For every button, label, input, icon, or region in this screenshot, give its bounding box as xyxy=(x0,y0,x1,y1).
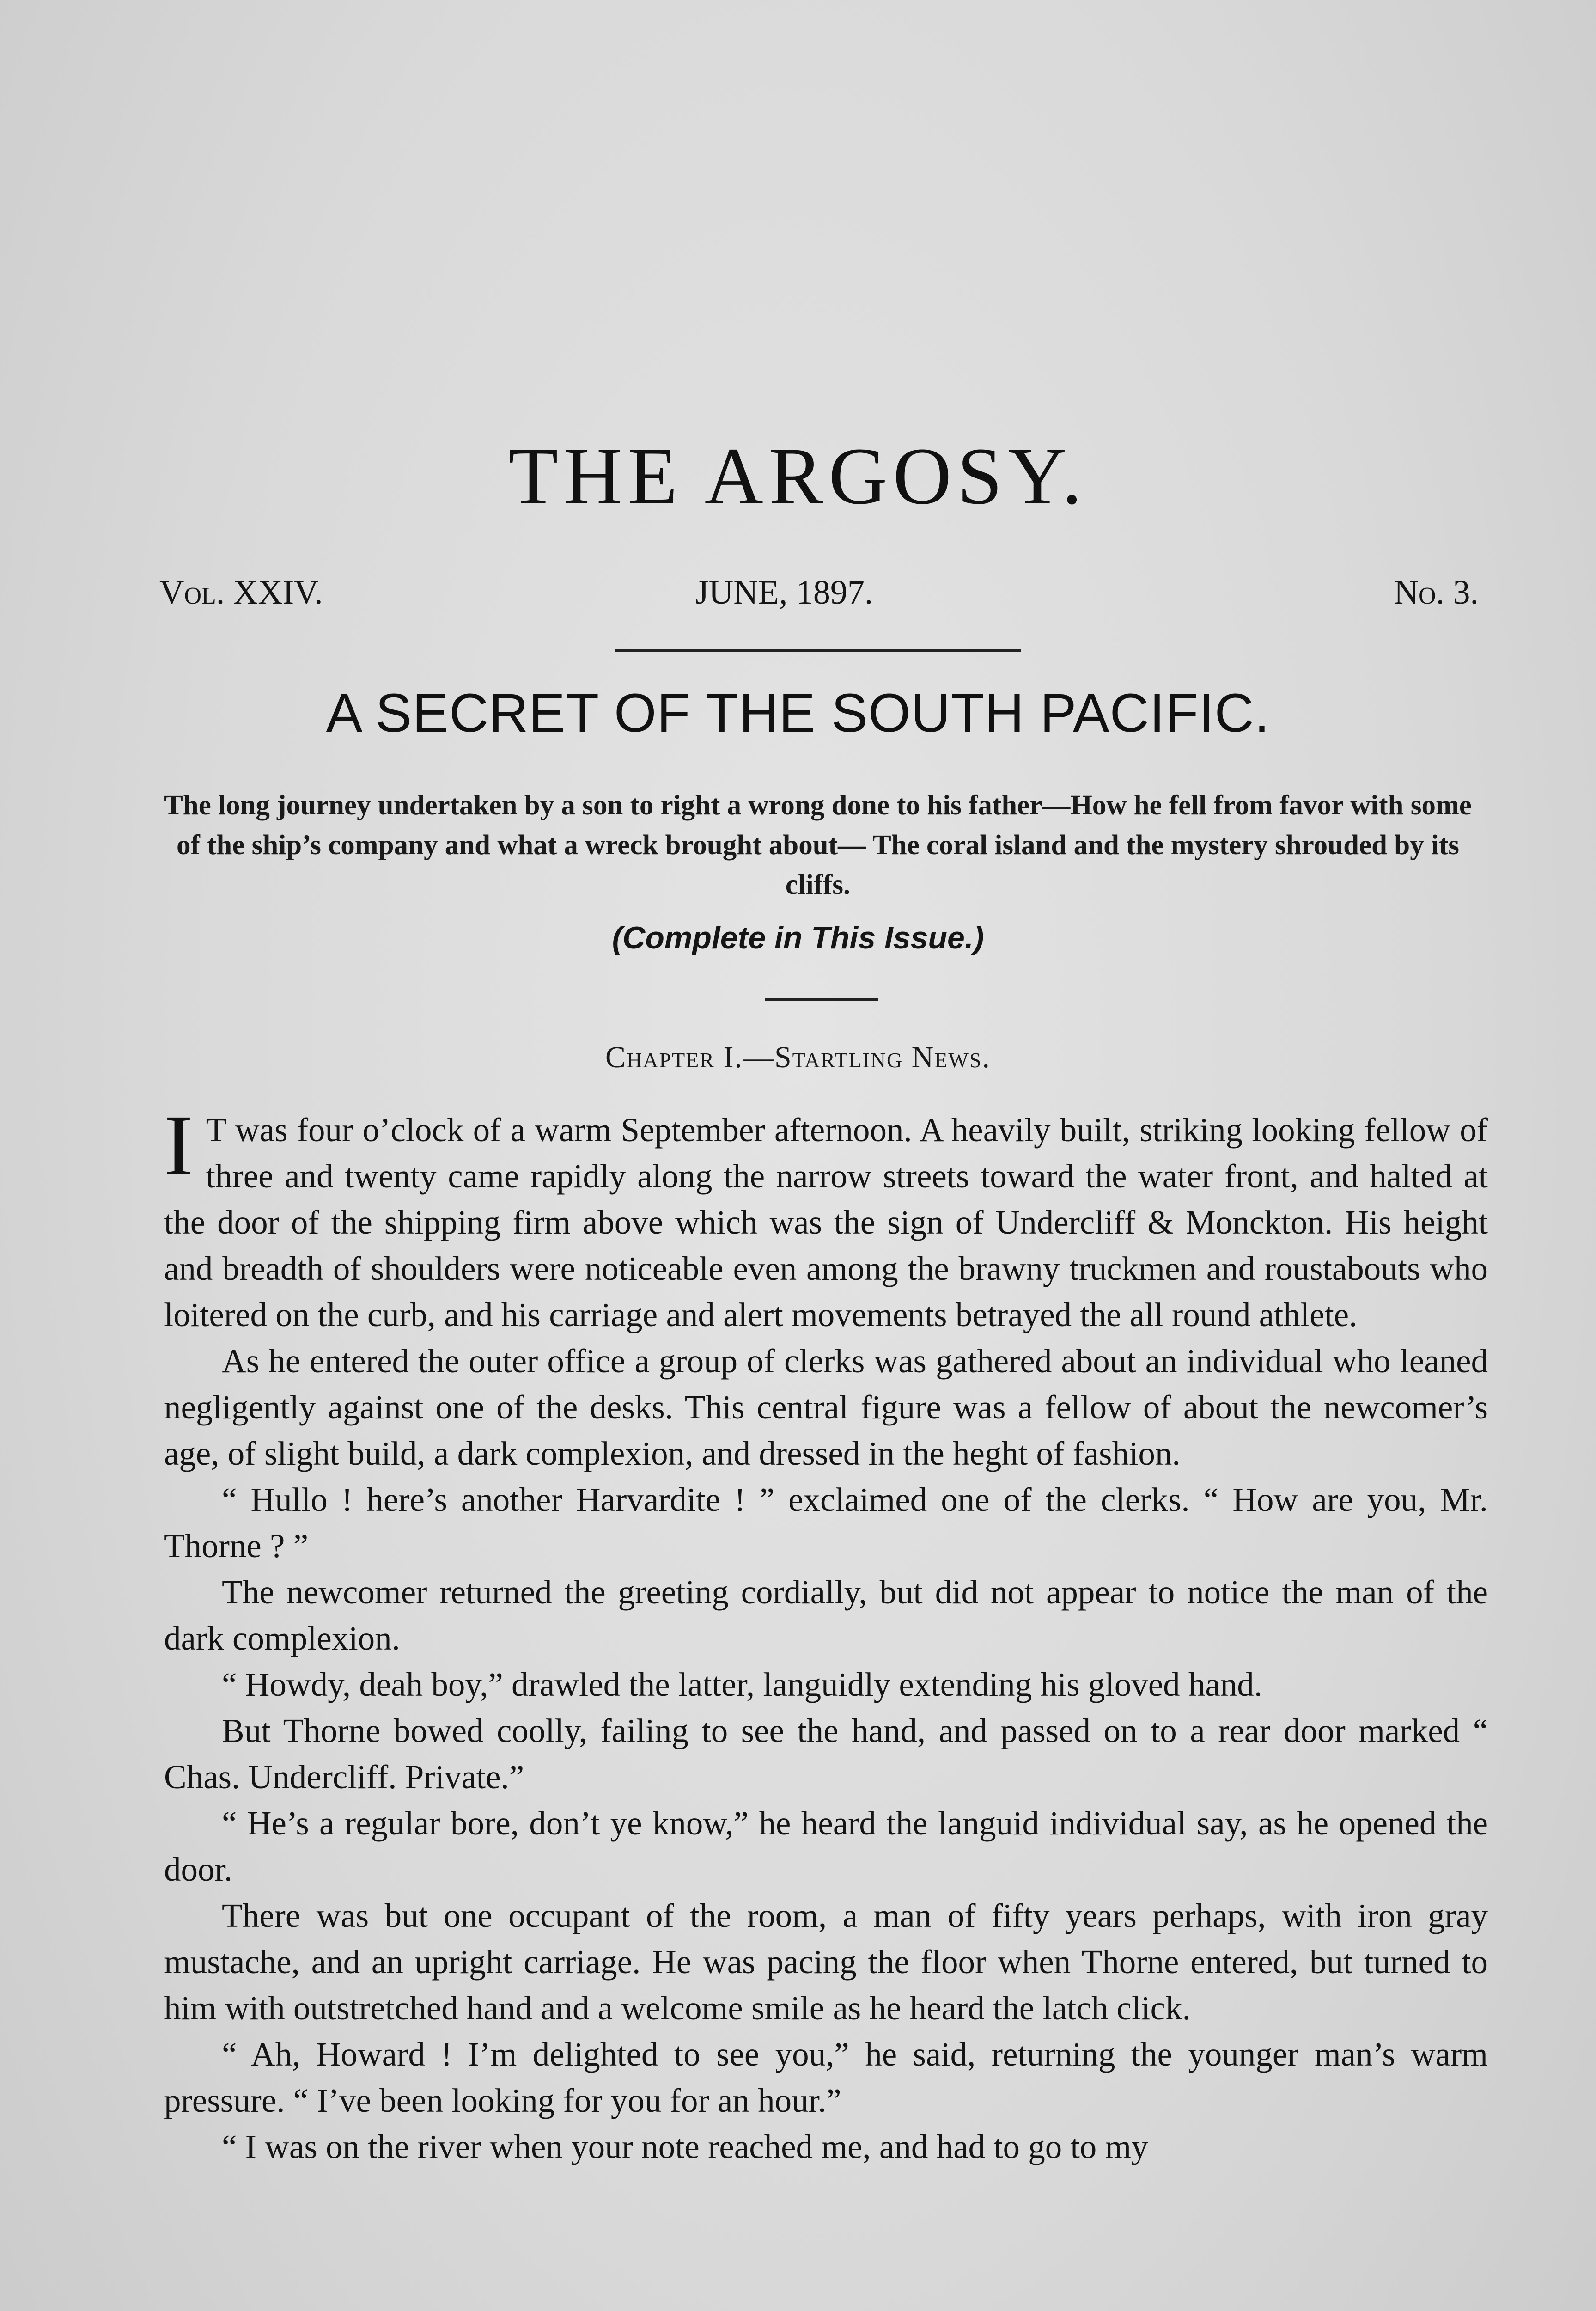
divider-rule xyxy=(615,649,1021,652)
issue-number: No. 3. xyxy=(1394,574,1479,611)
short-divider-rule xyxy=(765,998,878,1001)
paragraph: There was but one occupant of the room, a man of fifty years perhaps, with iron gray mustache, and an upright carriage. He was pacing the floor when Thorne entered, but turned to him with outstretched hand and a welcome smile as he heard the latch click. xyxy=(164,1897,1488,2027)
paragraph: “ Ah, Howard ! I’m delighted to see you,” he said, returning the younger man’s warm pressure. “ I’ve been looking for you for an hour.” xyxy=(164,2036,1488,2119)
chapter-heading: Chapter I.—Startling News. xyxy=(605,1040,991,1074)
paragraph: As he entered the outer office a group of clerks was gathered about an individual who leaned negligently against one of the desks. This central figure was a fellow of about the newcomer’s age, of slight build, a dark complexion, and dressed in the heght of fashion. xyxy=(164,1342,1488,1472)
paragraph xyxy=(164,1097,1488,1338)
paragraph: “ I was on the river when your note reached me, and had to go to my xyxy=(222,2128,1148,2165)
issue-line xyxy=(159,573,1479,619)
complete-note: (Complete in This Issue.) xyxy=(612,920,984,955)
drop-cap: I xyxy=(164,1097,193,1193)
issue-date: JUNE, 1897. xyxy=(695,574,873,611)
paragraph: “ He’s a regular bore, don’t ye know,” he heard the languid individual say, as he opened the door. xyxy=(164,1804,1488,1888)
paragraph-text: T was four o’clock of a warm September afternoon. A heavily built, striking looking fellow of three and twenty came rapidly along the narrow streets toward the water front, and halted at the door of the shipping firm above which was the sign of Undercliff & Monckton. His height and breadth of shoulders were noticeable even among the brawny truckmen and roustabouts who loitered on the curb, and his carriage and alert movements betrayed the all round athlete. xyxy=(164,1111,1488,1333)
story-synopsis: The long journey undertaken by a son to right a wrong done to his father—How he fell from favor with some of the ship’s company and what a wreck brought about— The coral island and the mystery shrouded by its cliffs. xyxy=(164,790,1472,900)
paragraph: The newcomer returned the greeting cordially, but did not appear to notice the man of the dark complexion. xyxy=(164,1573,1488,1657)
story-title: A SECRET OF THE SOUTH PACIFIC. xyxy=(326,683,1270,744)
masthead-title: THE ARGOSY. xyxy=(508,431,1088,521)
volume-label: Vol. XXIV. xyxy=(159,574,323,611)
paragraph: “ Howdy, deah boy,” drawled the latter, languidly extending his gloved hand. xyxy=(222,1666,1263,1703)
paragraph: “ Hullo ! here’s another Harvardite ! ” exclaimed one of the clerks. “ How are you, Mr. Thorne ? ” xyxy=(164,1481,1488,1565)
paragraph: But Thorne bowed coolly, failing to see the hand, and passed on to a rear door marked “ Chas. Undercliff. Private.” xyxy=(164,1712,1488,1796)
story-body xyxy=(164,1097,1488,2170)
